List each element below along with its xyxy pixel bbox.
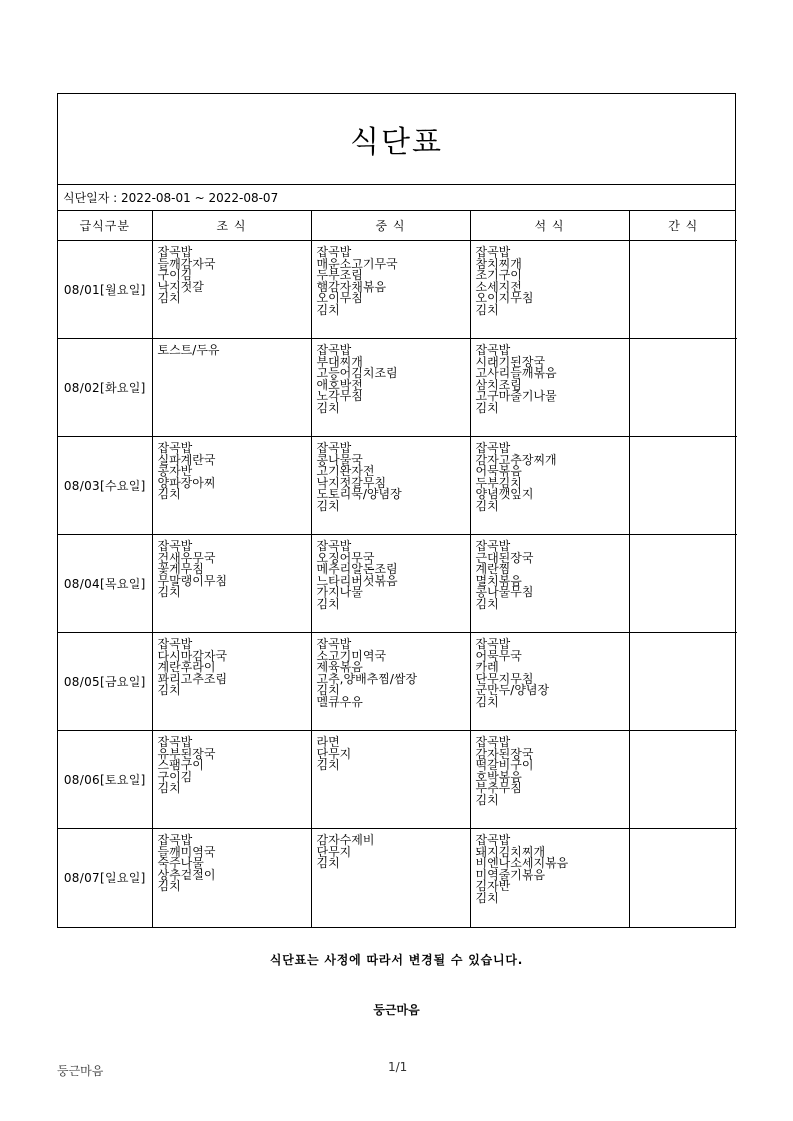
menu-item: 구이김	[157, 769, 193, 784]
menu-item: 잡곡밥	[157, 735, 193, 749]
menu-item: 건새우무국	[157, 550, 216, 565]
menu-item: 실파계란국	[157, 452, 216, 467]
breakfast-cell	[152, 633, 311, 731]
menu-item: 잡곡밥	[316, 637, 352, 651]
menu-body	[58, 241, 737, 927]
menu-item: 김치	[475, 596, 499, 611]
menu-item: 잡곡밥	[316, 441, 352, 455]
menu-item: 미역줄기볶음	[475, 867, 546, 882]
table-row	[58, 437, 737, 535]
snack-cell	[629, 339, 737, 437]
menu-item: 두부조림	[316, 268, 363, 282]
menu-item: 소세지전	[475, 279, 522, 294]
table-row	[58, 731, 737, 829]
snack-cell	[629, 829, 737, 927]
menu-item: 잡곡밥	[157, 539, 193, 553]
menu-item: 잡곡밥	[475, 637, 511, 651]
menu-item: 조기구이	[475, 268, 522, 282]
menu-item: 잡곡밥	[475, 441, 511, 455]
menu-item: 고사리들깨볶음	[475, 366, 557, 380]
menu-item: 김치	[157, 781, 181, 795]
dinner-cell	[470, 731, 629, 829]
table-header-row	[58, 211, 737, 241]
header-breakfast: 조 식	[152, 211, 311, 241]
menu-item: 잡곡밥	[475, 245, 511, 259]
menu-item: 들깨감자국	[157, 256, 216, 271]
menu-item: 스팸구이	[157, 758, 204, 772]
menu-item: 참치찌개	[475, 256, 522, 271]
day-cell: 08/05[금요일]	[58, 633, 152, 731]
day-cell: 08/06[토요일]	[58, 731, 152, 829]
dinner-cell	[470, 633, 629, 731]
menu-item: 계란찜	[475, 562, 511, 576]
menu-item: 잡곡밥	[316, 539, 352, 553]
menu-item: 숙주나물	[157, 856, 204, 870]
lunch-cell	[311, 535, 470, 633]
menu-item: 콩나물국	[316, 452, 363, 467]
menu-table	[58, 211, 737, 927]
organization-name: 둥근마음	[373, 1003, 420, 1017]
header-dinner: 석 식	[470, 211, 629, 241]
menu-item: 구이김	[157, 268, 193, 282]
header-lunch: 중 식	[311, 211, 470, 241]
menu-item: 감자수제비	[316, 833, 375, 847]
menu-item: 고기완자전	[316, 464, 375, 478]
table-row	[58, 829, 737, 927]
breakfast-cell	[152, 829, 311, 927]
snack-cell	[629, 241, 737, 339]
dinner-cell	[470, 241, 629, 339]
menu-item: 호박볶음	[475, 769, 522, 784]
menu-item: 토스트/두유	[157, 343, 220, 357]
menu-item: 양파장아찌	[157, 475, 216, 490]
page-number: 1/1	[388, 1060, 408, 1074]
menu-item: 김치	[316, 400, 340, 415]
menu-item: 느타리버섯볶음	[316, 573, 398, 588]
menu-item: 멸치볶음	[475, 573, 522, 588]
menu-item: 계란후라이	[157, 660, 216, 674]
day-cell: 08/02[화요일]	[58, 339, 152, 437]
snack-cell	[629, 437, 737, 535]
breakfast-cell	[152, 339, 311, 437]
menu-item: 김치	[475, 400, 499, 415]
dinner-cell	[470, 437, 629, 535]
menu-item: 상추겉절이	[157, 867, 216, 882]
menu-item: 콩자반	[157, 464, 193, 478]
menu-item: 비엔나소세지볶음	[475, 856, 569, 870]
menu-item: 근대된장국	[475, 550, 534, 565]
menu-item: 김치	[475, 694, 499, 709]
dinner-cell	[470, 535, 629, 633]
menu-item: 고등어김치조림	[316, 366, 398, 380]
lunch-cell	[311, 829, 470, 927]
header-category: 급식구분	[58, 211, 152, 241]
menu-item: 메추리알돈조림	[316, 562, 398, 576]
menu-item: 김치	[157, 879, 181, 893]
menu-item: 낙지젓갈무침	[316, 475, 387, 490]
date-range: 식단일자 : 2022-08-01 ~ 2022-08-07	[58, 185, 735, 211]
menu-item: 김치	[157, 585, 181, 599]
menu-item: 잡곡밥	[475, 735, 511, 749]
menu-item: 감자된장국	[475, 746, 534, 761]
header-snack: 간 식	[629, 211, 737, 241]
menu-item: 멜큐우유	[316, 694, 363, 709]
lunch-cell	[311, 731, 470, 829]
menu-item: 돼지김치찌개	[475, 844, 546, 859]
menu-item: 김치	[475, 498, 499, 513]
menu-item: 잡곡밥	[475, 343, 511, 357]
snack-cell	[629, 633, 737, 731]
lunch-cell	[311, 633, 470, 731]
menu-item: 잡곡밥	[157, 833, 193, 847]
menu-item: 햄감자채볶음	[316, 279, 387, 294]
menu-item: 도토리묵/양념장	[316, 487, 402, 501]
menu-item: 오이지무침	[475, 291, 534, 305]
menu-item: 잡곡밥	[475, 539, 511, 553]
menu-item: 시래기된장국	[475, 354, 546, 369]
menu-item: 낙지젓갈	[157, 279, 204, 294]
menu-item: 가지나물	[316, 585, 363, 599]
breakfast-cell	[152, 535, 311, 633]
menu-item: 부추무침	[475, 781, 522, 795]
menu-item: 잡곡밥	[157, 245, 193, 259]
day-cell: 08/07[일요일]	[58, 829, 152, 927]
menu-item: 김치	[157, 291, 181, 305]
change-notice: 식단표는 사정에 따라서 변경될 수 있습니다.	[269, 953, 524, 967]
menu-item: 카레	[475, 660, 499, 674]
page-title: 식단표	[58, 94, 735, 185]
menu-item: 라면	[316, 735, 340, 749]
table-row	[58, 241, 737, 339]
table-row	[58, 339, 737, 437]
menu-item: 김치	[316, 683, 340, 697]
menu-item: 소고기미역국	[316, 648, 387, 663]
menu-item: 잡곡밥	[316, 343, 352, 357]
menu-item: 오징어무국	[316, 550, 375, 565]
menu-item: 유부된장국	[157, 746, 216, 761]
menu-item: 김치	[157, 683, 181, 697]
menu-item: 어묵무국	[475, 648, 522, 663]
menu-item: 김치	[316, 498, 340, 513]
breakfast-cell	[152, 241, 311, 339]
menu-item: 다시마감자국	[157, 648, 228, 663]
menu-item: 들깨미역국	[157, 844, 216, 859]
day-cell: 08/03[수요일]	[58, 437, 152, 535]
table-row	[58, 535, 737, 633]
menu-item: 잡곡밥	[316, 245, 352, 259]
day-cell: 08/01[월요일]	[58, 241, 152, 339]
dinner-cell	[470, 339, 629, 437]
menu-item: 감자고추장찌개	[475, 452, 557, 467]
menu-item: 고구마줄기나물	[475, 389, 557, 403]
menu-item: 김치	[316, 596, 340, 611]
menu-item: 김치	[157, 487, 181, 501]
breakfast-cell	[152, 437, 311, 535]
menu-item: 군만두/양념장	[475, 683, 550, 697]
menu-item: 어묵볶음	[475, 464, 522, 478]
menu-item: 부대찌개	[316, 354, 363, 369]
menu-item: 떡갈비구이	[475, 758, 534, 772]
snack-cell	[629, 731, 737, 829]
lunch-cell	[311, 437, 470, 535]
menu-item: 양념깻잎지	[475, 487, 534, 501]
menu-item: 잡곡밥	[157, 441, 193, 455]
menu-item: 잡곡밥	[157, 637, 193, 651]
menu-item: 매운소고기무국	[316, 256, 398, 271]
lunch-cell	[311, 241, 470, 339]
breakfast-cell	[152, 731, 311, 829]
menu-item: 노각무침	[316, 389, 363, 403]
menu-item: 무말랭이무침	[157, 573, 228, 588]
menu-sheet	[57, 93, 736, 928]
menu-item: 잡곡밥	[475, 833, 511, 847]
menu-item: 단무지무침	[475, 671, 534, 686]
menu-item: 김치	[316, 856, 340, 870]
menu-item: 꽃게무침	[157, 562, 204, 576]
menu-item: 콩나물무침	[475, 585, 534, 599]
menu-item: 김치	[475, 302, 499, 317]
dinner-cell	[470, 829, 629, 927]
menu-item: 고추,양배추찜/쌈장	[316, 671, 418, 686]
menu-item: 김자반	[475, 879, 511, 893]
lunch-cell	[311, 339, 470, 437]
menu-item: 김치	[316, 758, 340, 772]
menu-item: 김치	[316, 302, 340, 317]
menu-item: 꽈리고추조림	[157, 671, 228, 686]
menu-item: 오이무침	[316, 291, 363, 305]
menu-item: 두부김치	[475, 475, 522, 490]
menu-item: 단무지	[316, 746, 352, 761]
table-row	[58, 633, 737, 731]
day-cell: 08/04[목요일]	[58, 535, 152, 633]
snack-cell	[629, 535, 737, 633]
menu-item: 삼치조림	[475, 377, 522, 392]
menu-item: 김치	[475, 890, 499, 905]
menu-item: 단무지	[316, 844, 352, 859]
menu-item: 김치	[475, 792, 499, 807]
menu-item: 제육볶음	[316, 660, 363, 674]
footer-organization: 둥근마음	[57, 1064, 104, 1078]
menu-item: 애호박전	[316, 377, 363, 392]
